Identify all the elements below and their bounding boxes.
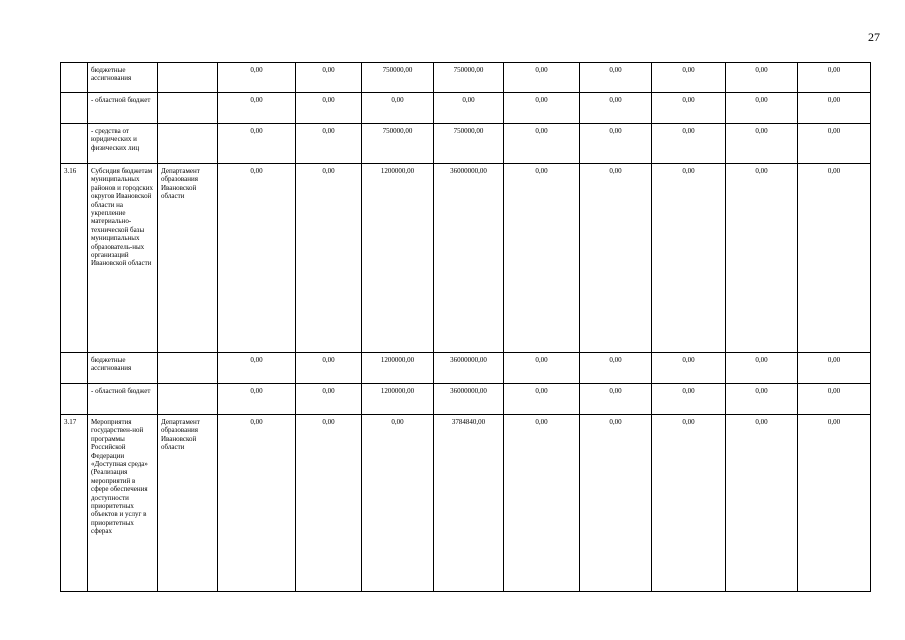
- value-cell: 0,00: [296, 384, 362, 415]
- value-cell: 1200000,00: [362, 384, 434, 415]
- table-row: [61, 384, 871, 415]
- value-cell: 0,00: [296, 124, 362, 164]
- row-code-cell: [61, 93, 88, 124]
- row-code-cell: [61, 384, 88, 415]
- value-cell: 0,00: [580, 124, 652, 164]
- value-cell: 0,00: [580, 415, 652, 592]
- value-cell: 0,00: [580, 164, 652, 353]
- row-executor-cell: [158, 63, 218, 93]
- value-cell: 0,00: [798, 63, 871, 93]
- value-cell: 0,00: [362, 415, 434, 592]
- value-cell: 0,00: [218, 415, 296, 592]
- table-row: [61, 353, 871, 384]
- value-cell: 0,00: [580, 353, 652, 384]
- value-cell: 3784840,00: [434, 415, 504, 592]
- row-executor-cell: [158, 93, 218, 124]
- table-body: [61, 63, 871, 592]
- row-code-cell: [61, 353, 88, 384]
- table-row: [61, 124, 871, 164]
- value-cell: 0,00: [798, 353, 871, 384]
- value-cell: 0,00: [218, 164, 296, 353]
- value-cell: 0,00: [362, 93, 434, 124]
- row-name-cell: Мероприятия государствен-ной программы Российской Федерации «Доступная среда» (Реализация мероприятий в сфере обеспечения доступности приоритетных объектов и услуг в приоритетных сферах: [88, 415, 158, 592]
- row-code-cell: [61, 63, 88, 93]
- row-executor-cell: [158, 384, 218, 415]
- row-name-cell: бюджетные ассигнования: [88, 63, 158, 93]
- value-cell: 0,00: [798, 124, 871, 164]
- value-cell: 0,00: [218, 93, 296, 124]
- value-cell: 0,00: [218, 124, 296, 164]
- row-name-cell: бюджетные ассигнования: [88, 353, 158, 384]
- table-row: [61, 93, 871, 124]
- row-name-cell: - областной бюджет: [88, 384, 158, 415]
- value-cell: 0,00: [296, 63, 362, 93]
- row-executor-cell: Департамент образования Ивановской области: [158, 164, 218, 353]
- row-executor-cell: Департамент образования Ивановской области: [158, 415, 218, 592]
- value-cell: 1200000,00: [362, 353, 434, 384]
- value-cell: 0,00: [652, 164, 726, 353]
- value-cell: 0,00: [652, 384, 726, 415]
- value-cell: 0,00: [726, 124, 798, 164]
- value-cell: 0,00: [580, 63, 652, 93]
- row-executor-cell: [158, 353, 218, 384]
- row-code-cell: [61, 124, 88, 164]
- value-cell: 0,00: [652, 124, 726, 164]
- value-cell: 0,00: [798, 415, 871, 592]
- value-cell: 0,00: [218, 353, 296, 384]
- value-cell: 0,00: [798, 164, 871, 353]
- budget-table: [60, 62, 871, 592]
- value-cell: 0,00: [434, 93, 504, 124]
- value-cell: 36000000,00: [434, 353, 504, 384]
- value-cell: 0,00: [798, 384, 871, 415]
- value-cell: 0,00: [296, 415, 362, 592]
- value-cell: 0,00: [296, 164, 362, 353]
- table-row: [61, 63, 871, 93]
- table-row: [61, 415, 871, 592]
- value-cell: 0,00: [504, 63, 580, 93]
- value-cell: 0,00: [580, 384, 652, 415]
- row-name-cell: - средства от юридических и физических лиц: [88, 124, 158, 164]
- value-cell: 0,00: [652, 63, 726, 93]
- value-cell: 750000,00: [434, 63, 504, 93]
- value-cell: 0,00: [652, 93, 726, 124]
- value-cell: 0,00: [504, 415, 580, 592]
- value-cell: 0,00: [504, 384, 580, 415]
- page-number: 27: [868, 30, 880, 44]
- row-code-cell: 3.16: [61, 164, 88, 353]
- value-cell: 0,00: [726, 63, 798, 93]
- value-cell: 0,00: [726, 353, 798, 384]
- value-cell: 0,00: [798, 93, 871, 124]
- row-executor-cell: [158, 124, 218, 164]
- row-code-cell: 3.17: [61, 415, 88, 592]
- value-cell: 0,00: [504, 353, 580, 384]
- value-cell: 0,00: [652, 415, 726, 592]
- value-cell: 0,00: [504, 124, 580, 164]
- value-cell: 0,00: [504, 164, 580, 353]
- value-cell: 0,00: [726, 164, 798, 353]
- value-cell: 0,00: [218, 63, 296, 93]
- value-cell: 750000,00: [434, 124, 504, 164]
- row-name-cell: - областной бюджет: [88, 93, 158, 124]
- value-cell: 750000,00: [362, 63, 434, 93]
- value-cell: 0,00: [218, 384, 296, 415]
- value-cell: 0,00: [726, 93, 798, 124]
- value-cell: 0,00: [296, 93, 362, 124]
- value-cell: 0,00: [726, 415, 798, 592]
- value-cell: 0,00: [652, 353, 726, 384]
- value-cell: 36000000,00: [434, 164, 504, 353]
- value-cell: 0,00: [580, 93, 652, 124]
- value-cell: 36000000,00: [434, 384, 504, 415]
- value-cell: 0,00: [726, 384, 798, 415]
- value-cell: 750000,00: [362, 124, 434, 164]
- table-row: [61, 164, 871, 353]
- row-name-cell: Субсидия бюджетам муниципальных районов и городских округов Ивановской области на укрепление материально-технической базы муниципальных образователь-ных организаций Ивановской области: [88, 164, 158, 353]
- value-cell: 0,00: [296, 353, 362, 384]
- value-cell: 1200000,00: [362, 164, 434, 353]
- value-cell: 0,00: [504, 93, 580, 124]
